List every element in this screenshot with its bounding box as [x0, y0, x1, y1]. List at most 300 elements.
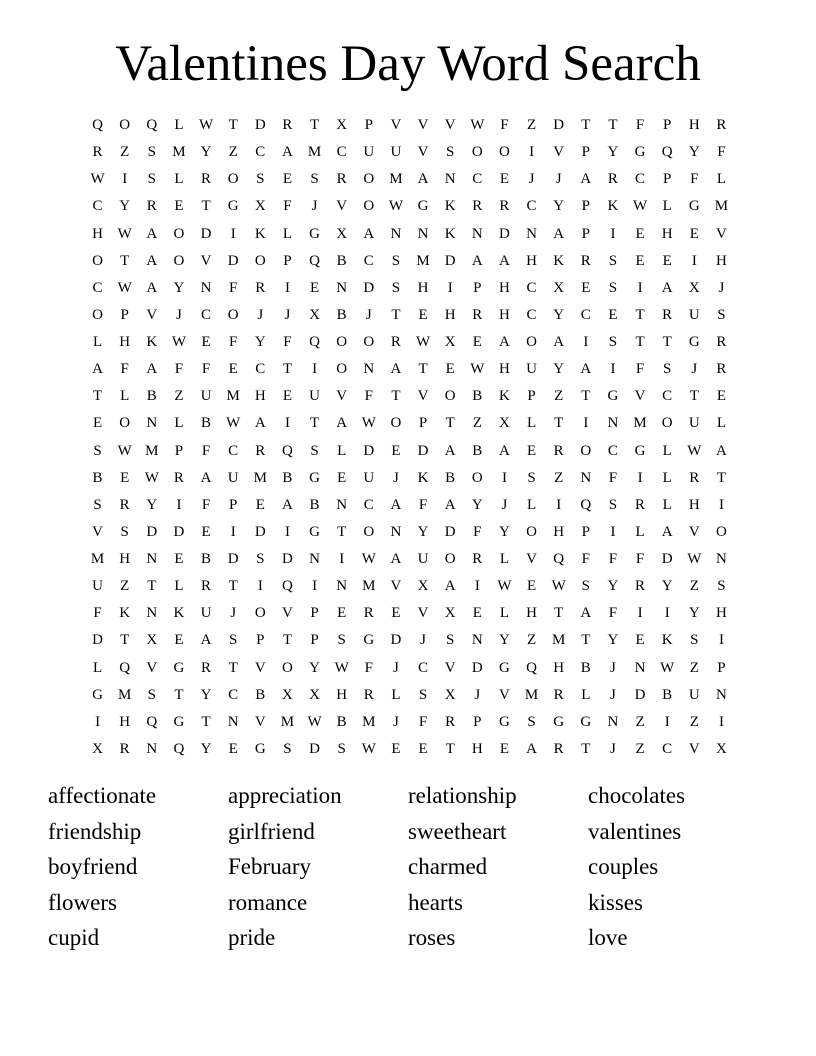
grid-letter: P	[473, 279, 482, 296]
grid-letter: T	[716, 469, 727, 486]
grid-letter: T	[581, 740, 591, 757]
grid-letter: C	[607, 442, 618, 459]
grid-letter: P	[527, 388, 536, 405]
grid-letter: M	[633, 415, 647, 432]
grid-letter: R	[146, 198, 157, 215]
grid-letter: A	[553, 334, 565, 350]
grid-row	[84, 410, 735, 437]
grid-row	[84, 356, 735, 383]
grid-row	[84, 492, 735, 519]
grid-letter: A	[146, 361, 158, 378]
grid-letter: G	[227, 198, 239, 215]
grid-letter: W	[470, 361, 485, 378]
grid-letter: L	[174, 415, 184, 432]
grid-letter: S	[310, 442, 319, 459]
grid-letter: S	[608, 334, 618, 350]
grid-letter: V	[634, 388, 646, 405]
grid-letter: G	[688, 198, 700, 215]
grid-letter: L	[635, 523, 645, 540]
grid-letter: E	[174, 198, 184, 215]
word-list-item: sweetheart	[408, 818, 507, 844]
grid-letter: N	[607, 713, 619, 730]
grid-letter: E	[472, 334, 482, 350]
grid-letter: P	[581, 198, 590, 215]
grid-letter: V	[92, 523, 103, 540]
grid-letter: A	[254, 415, 266, 432]
grid-letter: N	[363, 361, 375, 378]
grid-letter: V	[716, 225, 727, 242]
grid-letter: I	[339, 551, 345, 567]
grid-letter: D	[390, 632, 402, 649]
grid-letter: I	[474, 578, 480, 595]
grid-row	[84, 438, 735, 465]
word-list-item: affectionate	[48, 783, 157, 808]
grid-letter: X	[336, 117, 348, 133]
grid-letter: U	[200, 605, 212, 622]
grid-letter: R	[635, 496, 646, 513]
grid-row	[84, 139, 735, 166]
grid-letter: Q	[526, 659, 537, 676]
grid-letter: X	[688, 279, 700, 296]
grid-letter: D	[634, 686, 646, 703]
grid-letter: C	[363, 252, 374, 269]
grid-letter: W	[226, 415, 241, 432]
grid-letter: H	[499, 279, 510, 296]
grid-letter: B	[336, 713, 347, 730]
grid-letter: E	[716, 388, 727, 405]
grid-letter: H	[119, 551, 131, 567]
grid-letter: D	[146, 523, 158, 540]
word-list-item: friendship	[48, 818, 142, 844]
grid-letter: A	[282, 496, 293, 513]
grid-letter: R	[390, 334, 401, 350]
grid-letter: O	[173, 225, 185, 242]
grid-letter: R	[255, 279, 266, 296]
grid-letter: E	[201, 523, 211, 540]
grid-letter: D	[200, 225, 212, 242]
grid-letter: O	[92, 306, 103, 323]
grid-letter: L	[499, 605, 510, 622]
grid-letter: A	[92, 361, 103, 378]
grid-letter: L	[337, 442, 347, 459]
grid-letter: E	[608, 306, 618, 323]
grid-letter: E	[635, 225, 645, 242]
grid-letter: V	[417, 388, 429, 405]
grid-letter: O	[173, 252, 185, 269]
grid-row	[84, 600, 735, 627]
grid-letter: D	[92, 632, 103, 649]
grid-letter: S	[147, 144, 156, 161]
grid-letter: S	[310, 171, 319, 188]
grid-letter: Y	[499, 632, 510, 649]
grid-letter: T	[120, 632, 130, 649]
grid-letter: T	[689, 388, 699, 405]
grid-letter: O	[444, 551, 456, 567]
grid-letter: V	[526, 551, 537, 567]
grid-letter: L	[174, 117, 184, 133]
grid-letter: K	[444, 198, 456, 215]
grid-letter: B	[472, 388, 483, 405]
grid-letter: N	[200, 279, 212, 296]
grid-letter: N	[716, 551, 727, 567]
grid-letter: R	[201, 578, 212, 595]
grid-letter: N	[336, 578, 348, 595]
grid-letter: Y	[173, 279, 185, 296]
grid-letter: F	[418, 713, 428, 730]
grid-letter: W	[361, 415, 376, 432]
grid-letter: D	[309, 740, 320, 757]
grid-letter: H	[499, 306, 510, 323]
grid-letter: E	[526, 442, 537, 459]
grid-letter: B	[201, 551, 212, 567]
grid-letter: I	[257, 578, 263, 595]
word-list-item: appreciation	[228, 783, 342, 808]
grid-letter: O	[92, 252, 103, 269]
grid-letter: I	[176, 496, 182, 513]
grid-letter: I	[637, 469, 643, 486]
grid-letter: S	[446, 144, 455, 161]
grid-letter: M	[172, 144, 186, 161]
grid-letter: M	[145, 442, 159, 459]
grid-letter: Y	[309, 659, 320, 676]
grid-letter: R	[92, 144, 103, 161]
grid-letter: A	[390, 551, 402, 567]
grid-letter: D	[363, 442, 375, 459]
grid-letter: R	[635, 578, 646, 595]
grid-letter: B	[662, 686, 673, 703]
grid-letter: Y	[553, 198, 565, 215]
word-list-item: valentines	[588, 818, 682, 844]
grid-letter: D	[553, 117, 565, 133]
grid-row	[84, 166, 735, 193]
grid-letter: R	[553, 686, 564, 703]
grid-letter: Z	[120, 578, 130, 595]
grid-letter: N	[417, 225, 429, 242]
grid-letter: O	[254, 605, 266, 622]
grid-letter: K	[254, 225, 266, 242]
grid-letter: I	[122, 171, 128, 188]
grid-letter: W	[497, 578, 512, 595]
grid-letter: C	[580, 306, 591, 323]
grid-letter: I	[664, 713, 670, 730]
grid-letter: S	[690, 632, 699, 649]
grid-letter: F	[93, 605, 102, 622]
grid-letter: P	[364, 117, 373, 133]
grid-letter: W	[415, 334, 431, 350]
grid-row	[84, 302, 735, 329]
grid-letter: Q	[661, 144, 673, 161]
grid-row	[84, 329, 735, 356]
grid-letter: C	[255, 361, 266, 378]
grid-letter: U	[363, 144, 375, 161]
grid-letter: W	[632, 198, 648, 215]
grid-row	[84, 736, 735, 763]
grid-letter: M	[362, 713, 376, 730]
grid-letter: B	[255, 686, 266, 703]
grid-letter: R	[336, 171, 347, 188]
grid-letter: H	[661, 225, 673, 242]
grid-row	[84, 112, 735, 139]
grid-letter: R	[472, 551, 483, 567]
grid-letter: T	[282, 361, 293, 378]
grid-letter: E	[282, 388, 293, 405]
grid-row	[84, 519, 735, 546]
grid-letter: E	[120, 469, 130, 486]
grid-letter: F	[201, 361, 211, 378]
grid-letter: Y	[688, 605, 700, 622]
grid-letter: A	[146, 252, 158, 269]
grid-letter: W	[660, 659, 675, 676]
grid-letter: D	[227, 252, 239, 269]
grid-letter: M	[524, 686, 539, 703]
grid-row	[84, 682, 735, 709]
word-list-item: charmed	[408, 854, 488, 879]
grid-letter: O	[227, 171, 239, 188]
grid-letter: O	[580, 442, 592, 459]
grid-letter: Y	[499, 523, 510, 540]
grid-letter: E	[662, 252, 672, 269]
grid-letter: N	[336, 496, 348, 513]
grid-letter: H	[92, 225, 103, 242]
grid-letter: A	[499, 442, 510, 459]
grid-letter: D	[499, 225, 510, 242]
grid-letter: Y	[607, 144, 619, 161]
grid-letter: T	[337, 523, 347, 540]
grid-letter: P	[581, 225, 590, 242]
grid-letter: L	[662, 469, 672, 486]
grid-letter: F	[608, 469, 618, 486]
grid-letter: F	[120, 361, 129, 378]
grid-letter: W	[171, 334, 187, 350]
grid-letter: S	[608, 252, 618, 269]
grid-letter: A	[580, 605, 592, 622]
grid-letter: V	[282, 605, 293, 622]
grid-letter: X	[336, 225, 348, 242]
grid-letter: R	[662, 306, 673, 323]
grid-letter: V	[336, 198, 348, 215]
grid-letter: J	[501, 496, 508, 513]
grid-letter: C	[255, 144, 266, 161]
grid-letter: S	[229, 632, 238, 649]
grid-letter: F	[229, 279, 238, 296]
grid-letter: O	[363, 334, 375, 350]
grid-letter: Z	[554, 469, 564, 486]
grid-letter: H	[119, 334, 131, 350]
grid-letter: S	[608, 279, 618, 296]
grid-letter: G	[634, 442, 646, 459]
grid-letter: M	[253, 469, 267, 486]
grid-letter: N	[146, 551, 158, 567]
grid-letter: L	[526, 496, 537, 513]
grid-letter: L	[662, 496, 672, 513]
grid-letter: M	[307, 144, 322, 161]
grid-letter: O	[119, 415, 131, 432]
grid-row	[84, 465, 735, 492]
grid-letter: F	[500, 117, 509, 133]
grid-letter: Y	[471, 496, 483, 513]
grid-letter: E	[174, 551, 184, 567]
grid-letter: E	[472, 605, 482, 622]
grid-letter: I	[583, 334, 589, 350]
grid-letter: J	[393, 659, 399, 676]
grid-letter: P	[310, 605, 319, 622]
grid-letter: I	[312, 578, 318, 595]
grid-letter: A	[282, 144, 293, 161]
grid-letter: Z	[554, 388, 564, 405]
grid-letter: K	[553, 252, 565, 269]
grid-letter: Y	[553, 306, 565, 323]
grid-letter: A	[661, 523, 673, 540]
grid-letter: A	[580, 361, 592, 378]
grid-letter: I	[230, 523, 236, 540]
grid-letter: K	[661, 632, 673, 649]
grid-letter: I	[718, 632, 724, 649]
grid-letter: B	[336, 252, 347, 269]
grid-letter: C	[472, 171, 483, 188]
grid-letter: I	[610, 361, 616, 378]
word-list-item: February	[228, 854, 312, 879]
grid-letter: P	[663, 171, 672, 188]
grid-letter: Y	[119, 198, 131, 215]
grid-letter: G	[309, 523, 320, 540]
letter-grid	[84, 112, 735, 763]
grid-letter: C	[635, 171, 646, 188]
grid-letter: A	[200, 469, 212, 486]
grid-letter: E	[201, 334, 211, 350]
grid-letter: X	[92, 740, 103, 757]
grid-letter: N	[227, 713, 239, 730]
grid-letter: O	[444, 388, 456, 405]
grid-letter: W	[117, 279, 132, 296]
grid-letter: O	[526, 523, 537, 540]
grid-letter: Q	[119, 659, 131, 676]
grid-letter: M	[362, 578, 376, 595]
grid-letter: E	[635, 632, 645, 649]
grid-letter: L	[662, 442, 672, 459]
grid-letter: S	[93, 442, 102, 459]
grid-letter: S	[527, 469, 536, 486]
grid-letter: K	[444, 225, 456, 242]
grid-letter: K	[173, 605, 185, 622]
grid-letter: R	[472, 306, 483, 323]
grid-letter: E	[418, 740, 428, 757]
grid-letter: U	[227, 469, 239, 486]
grid-letter: N	[146, 740, 158, 757]
grid-letter: I	[284, 415, 290, 432]
grid-letter: V	[444, 659, 456, 676]
grid-letter: O	[363, 171, 375, 188]
grid-letter: L	[716, 171, 727, 188]
grid-letter: X	[417, 578, 429, 595]
grid-letter: U	[688, 415, 700, 432]
grid-letter: F	[201, 496, 211, 513]
grid-letter: C	[92, 198, 103, 215]
grid-letter: N	[634, 659, 646, 676]
grid-letter: G	[363, 632, 375, 649]
grid-letter: A	[390, 361, 402, 378]
grid-letter: T	[147, 578, 157, 595]
grid-letter: W	[361, 740, 376, 757]
grid-letter: S	[608, 496, 618, 513]
grid-letter: I	[230, 225, 236, 242]
grid-letter: S	[147, 171, 156, 188]
grid-letter: N	[471, 225, 483, 242]
grid-letter: H	[716, 605, 727, 622]
word-list-item: roses	[408, 925, 456, 950]
grid-letter: T	[554, 605, 564, 622]
grid-letter: H	[553, 523, 565, 540]
grid-letter: A	[390, 496, 402, 513]
grid-letter: E	[499, 171, 510, 188]
grid-letter: G	[553, 713, 565, 730]
grid-letter: D	[363, 279, 375, 296]
grid-letter: U	[200, 388, 212, 405]
grid-letter: V	[146, 659, 158, 676]
grid-letter: E	[635, 252, 645, 269]
grid-letter: R	[255, 442, 266, 459]
grid-letter: F	[283, 334, 292, 350]
grid-letter: X	[499, 415, 510, 432]
grid-letter: V	[553, 144, 565, 161]
grid-letter: S	[337, 740, 346, 757]
grid-letter: W	[551, 578, 566, 595]
grid-letter: V	[417, 605, 429, 622]
grid-letter: A	[499, 252, 510, 269]
grid-letter: S	[418, 686, 428, 703]
grid-letter: K	[119, 605, 131, 622]
grid-letter: A	[716, 442, 727, 459]
grid-letter: Q	[282, 442, 293, 459]
grid-row	[84, 655, 735, 682]
grid-letter: F	[283, 198, 292, 215]
grid-letter: L	[581, 686, 591, 703]
grid-letter: W	[687, 551, 702, 567]
grid-letter: F	[364, 659, 373, 676]
grid-letter: P	[174, 442, 184, 459]
grid-letter: R	[119, 496, 130, 513]
grid-letter: O	[471, 144, 483, 161]
grid-letter: Y	[607, 578, 619, 595]
grid-letter: J	[610, 659, 616, 676]
grid-letter: V	[336, 388, 348, 405]
grid-letter: W	[334, 659, 349, 676]
grid-letter: G	[634, 144, 646, 161]
grid-letter: V	[146, 306, 158, 323]
grid-letter: L	[120, 388, 130, 405]
grid-letter: I	[284, 279, 290, 296]
grid-letter: T	[391, 388, 401, 405]
grid-letter: A	[336, 415, 348, 432]
grid-letter: H	[499, 361, 510, 378]
grid-letter: C	[662, 740, 673, 757]
grid-letter: V	[200, 252, 212, 269]
grid-letter: Q	[92, 117, 103, 133]
grid-letter: Z	[174, 388, 184, 405]
grid-letter: L	[174, 171, 184, 188]
grid-letter: Z	[635, 740, 645, 757]
grid-row	[84, 383, 735, 410]
grid-letter: Y	[661, 578, 673, 595]
grid-letter: R	[201, 659, 212, 676]
grid-letter: J	[393, 713, 399, 730]
grid-letter: K	[417, 469, 429, 486]
grid-letter: I	[529, 144, 535, 161]
grid-letter: E	[255, 496, 265, 513]
grid-letter: M	[118, 686, 132, 703]
grid-letter: X	[146, 632, 158, 649]
grid-letter: F	[364, 388, 373, 405]
grid-letter: N	[146, 415, 158, 432]
